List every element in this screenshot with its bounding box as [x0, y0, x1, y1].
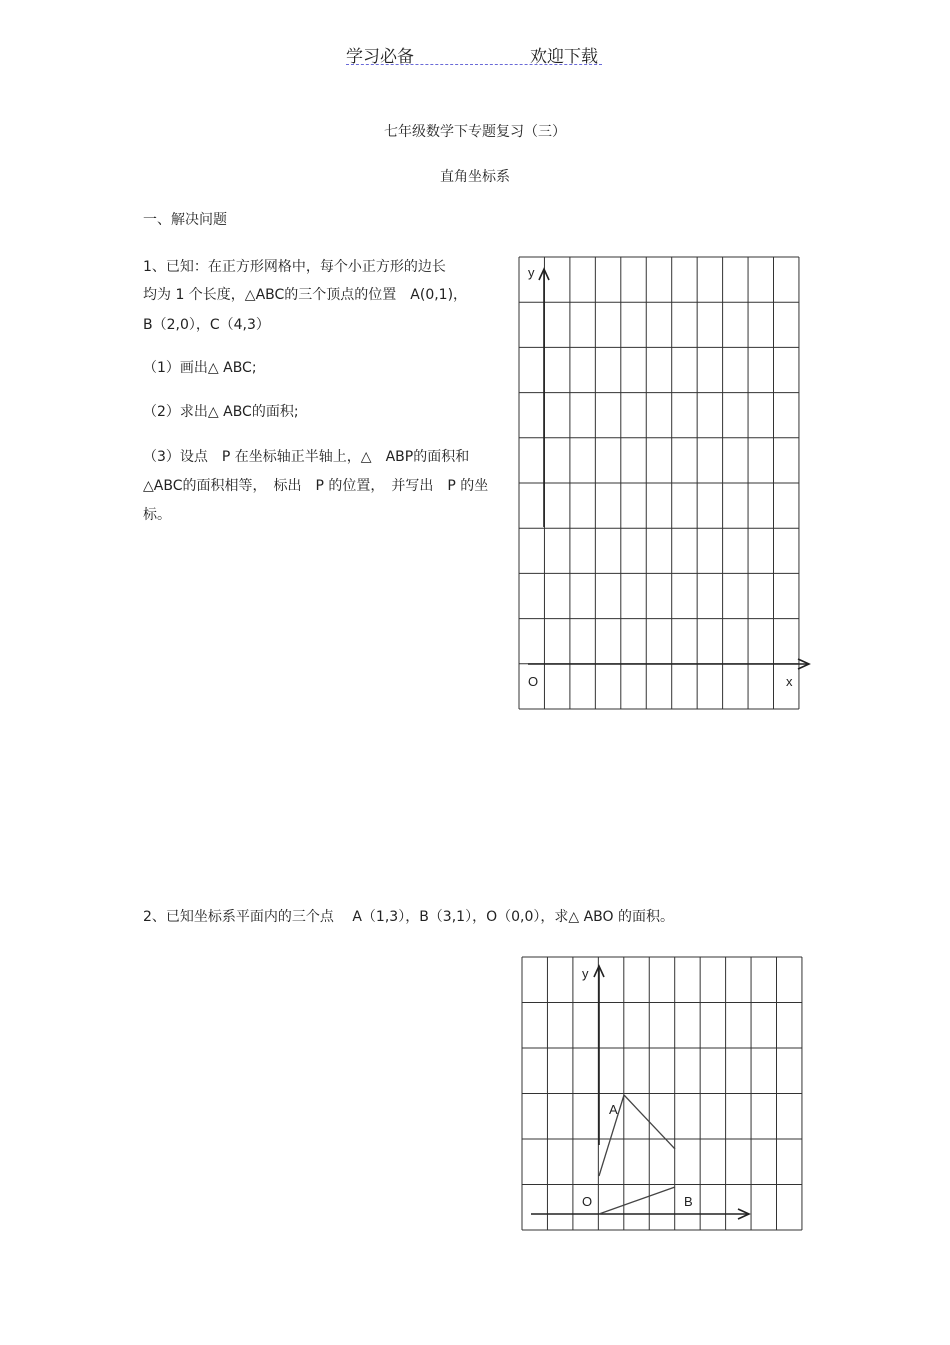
- y-axis-label: y: [582, 966, 589, 981]
- header-right: 欢迎下载: [530, 47, 598, 67]
- problem-1-question-3-line-3: 标。: [143, 507, 171, 523]
- problem-1-question-2: （2）求出△ ABC的面积;: [143, 404, 299, 420]
- header-divider: [346, 64, 602, 65]
- header-left: 学习必备: [346, 47, 414, 67]
- coordinate-grid-2: [517, 952, 807, 1234]
- grid-2-axes: [531, 966, 749, 1219]
- y-axis-label: y: [528, 265, 535, 280]
- point-b-label: B: [684, 1194, 693, 1209]
- problem-2-text: 2、已知坐标系平面内的三个点 A（1,3），B（3,1），O（0,0），求△ ABO 的面积。: [143, 909, 674, 925]
- x-axis-label: x: [786, 674, 793, 689]
- origin-label: O: [582, 1194, 593, 1209]
- grid-1-lines: [519, 257, 799, 709]
- coordinate-grid-1: [514, 252, 819, 714]
- problem-1-question-3-line-2: △ABC的面积相等， 标出 P 的位置， 并写出 P 的坐: [143, 478, 489, 494]
- grid-2-lines: [522, 957, 802, 1230]
- problem-1-line-2: 均为 1 个长度，△ABC的三个顶点的位置 A(0,1)，: [143, 287, 468, 303]
- problem-1-line-1: 1、已知：在正方形网格中，每个小正方形的边长: [143, 259, 446, 275]
- problem-1-question-3-line-1: （3）设点 P 在坐标轴正半轴上，△ ABP的面积和: [143, 449, 470, 465]
- problem-1-question-1: （1）画出△ ABC;: [143, 360, 257, 376]
- page-subtitle: 直角坐标系: [440, 169, 510, 185]
- point-a-label: A: [609, 1102, 618, 1117]
- segment-o-b: [599, 1187, 675, 1214]
- page-title: 七年级数学下专题复习（三）: [384, 124, 566, 140]
- problem-1-line-3: B（2,0），C（4,3）: [143, 317, 270, 333]
- origin-label: O: [528, 674, 539, 689]
- section-heading: 一、解决问题: [143, 212, 227, 228]
